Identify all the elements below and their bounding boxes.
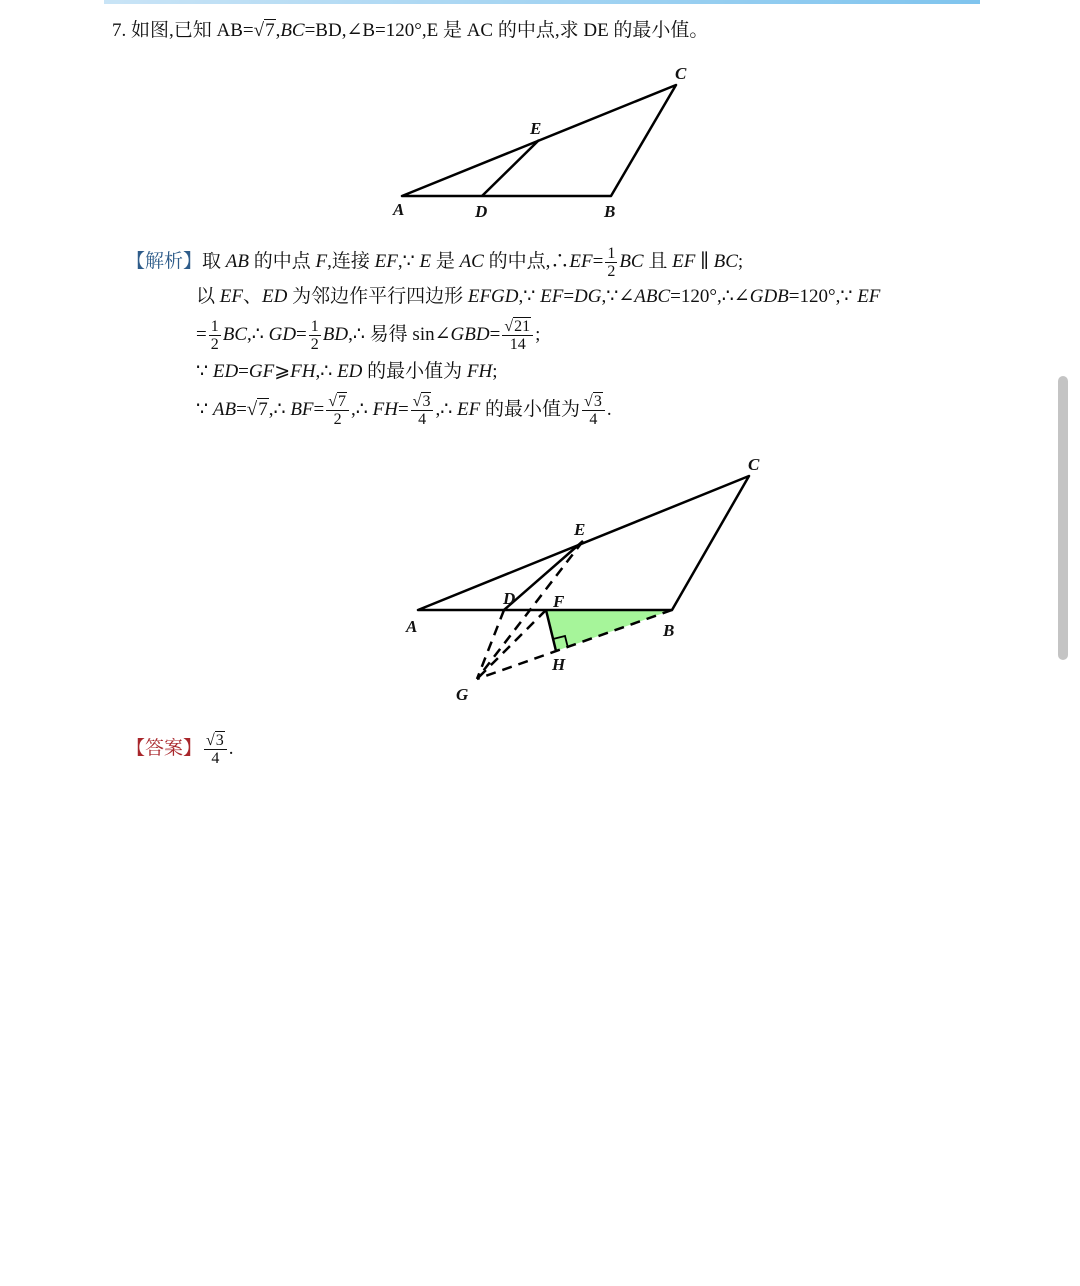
- answer-bracket: 【答案】: [126, 737, 203, 759]
- label-b-2: B: [663, 621, 675, 640]
- triangle-abc-2: [418, 476, 749, 610]
- solution-line-2: 以 EF、ED 为邻边作平行四边形 EFGD,∵ EF=DG,∵∠ABC=120°,∴∠GDB=120°,∵ EF: [196, 286, 881, 307]
- problem-number: 7.: [112, 20, 127, 41]
- label-c-2: C: [748, 455, 760, 474]
- fraction-half: $\frac{1}{2}$: [607, 245, 616, 280]
- label-c: C: [675, 64, 687, 83]
- label-h-2: H: [552, 655, 566, 674]
- solution-line-1: 【解析】取 AB 的中点 F,连接 EF,∵ E 是 AC 的中点,∴EF= $\frac{1}{2}$ BC 且 EF ∥ BC;: [126, 245, 744, 280]
- label-d-2: D: [503, 589, 516, 608]
- answer-line: 【答案】 $\frac{√3}{4}$ .: [126, 732, 234, 767]
- label-e: E: [530, 119, 542, 138]
- solution-line-3: = $\frac{1}{2}$ BC,∴ GD= $\frac{1}{2}$ BD,∴ 易得 sin∠GBD= $\frac{√21}{14}$ ;: [196, 318, 541, 353]
- label-g-2: G: [456, 685, 469, 704]
- fraction-sqrt21-14: $\frac{√21}{14}$: [502, 318, 533, 353]
- solution-bracket: 【解析】: [126, 250, 203, 272]
- solution-line-5: ∵ AB=√7,∴ BF= $\frac{√7}{2}$ ,∴ FH= $\frac{√3}{4}$ ,∴ EF 的最小值为 $\frac{√3}{4}$ .: [196, 393, 612, 428]
- problem-statement: 7. 如图,已知 AB=√7,BC=BD,∠B=120°,E 是 AC 的中点,求 DE 的最小值。: [112, 17, 708, 45]
- sqrt-7: √7: [253, 20, 275, 41]
- label-b: B: [604, 202, 616, 221]
- label-e-2: E: [574, 520, 586, 539]
- segment-dg-dashed: [477, 610, 504, 679]
- segment-de-2: [504, 541, 583, 610]
- solution-line-4: ∵ ED=GF⩾FH,∴ ED 的最小值为 FH;: [196, 361, 498, 382]
- label-f-2: F: [553, 592, 565, 611]
- scrollbar-thumb[interactable]: [1058, 376, 1068, 660]
- label-d: D: [475, 202, 488, 221]
- answer-fraction: $\frac{√3}{4}$: [204, 732, 227, 767]
- label-a-2: A: [406, 617, 418, 636]
- label-a: A: [393, 200, 405, 219]
- segment-fg-dashed: [477, 610, 546, 679]
